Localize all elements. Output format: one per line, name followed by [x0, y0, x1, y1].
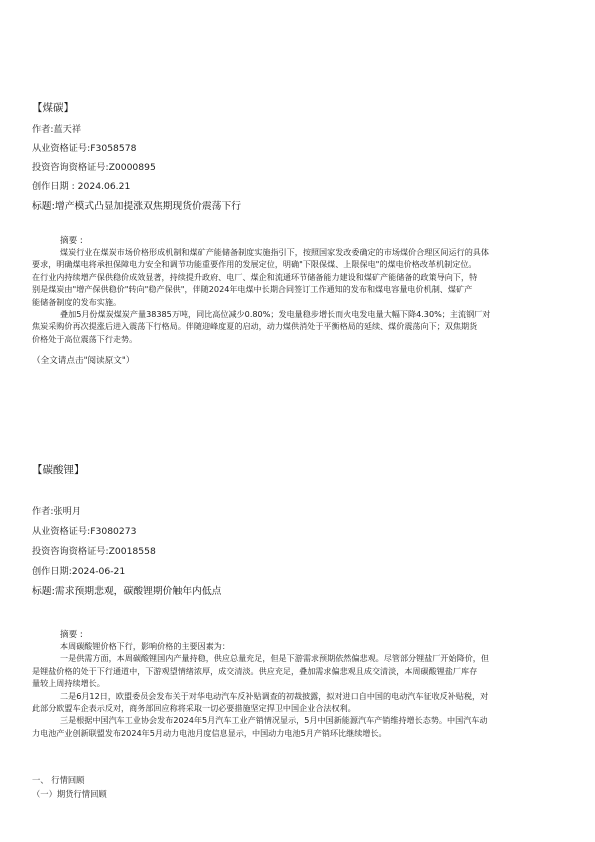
- lithium-section-title: 【碳酸锂】: [32, 464, 85, 476]
- lithium-author: 作者:张明月: [32, 506, 82, 517]
- futures-review-subheading: （一）期货行情回顾: [32, 789, 107, 799]
- lithium-practice-cert: 从业资格证号:F3080273: [32, 526, 137, 537]
- lithium-abstract-line: 此部分欧盟车企表示反对，商务部回应称将采取一切必要措施坚定捍卫中国企业合法权利。: [32, 703, 356, 714]
- coal-abstract-line: 在行业内持续增产保供稳价成效显著，持续提升政府、电厂、煤企和流通环节储备能力建设和煤矿产能储备的政策导向下，特: [32, 271, 478, 282]
- lithium-headline: 标题:需求预期悲观，碳酸锂期价触年内低点: [32, 586, 222, 597]
- lithium-abstract-line: 是锂盐价格的处于下行通道中，下游观望情绪浓厚，成交清淡。供应充足，叠加需求偏悲观且成交清淡，本周碳酸锂盐厂库存: [32, 665, 478, 676]
- coal-abstract-line: 能储备制度的发布实施。: [32, 296, 122, 307]
- coal-abstract-label: 摘要 :: [60, 236, 83, 246]
- lithium-abstract-line: 量较上周持续增长。: [32, 678, 105, 689]
- coal-abstract: [32, 246, 490, 345]
- coal-abstract-line: 煤炭行业在煤炭市场价格形成机制和煤矿产能储备制度实施指引下，按照国家发改委确定的市场煤价合理区间运行的具体: [60, 247, 489, 257]
- read-original-link[interactable]: （全文请点击"阅读原文"）: [32, 356, 135, 366]
- coal-section-title: 【煤碳】: [32, 102, 74, 114]
- lithium-created-date: 创作日期:2024-06-21: [32, 566, 126, 577]
- coal-abstract-line: 价格处于高位震荡下行走势。: [32, 333, 138, 344]
- lithium-abstract-line: 一是供需方面，本周碳酸锂国内产量持稳，供应总量充足，但是下游需求预期依然偏悲观。尽管部分锂盐厂开始降价，但: [60, 653, 489, 664]
- coal-practice-cert: 从业资格证号:F3058578: [32, 143, 137, 154]
- coal-abstract-line: 要求，明确煤电将承担保障电力安全和调节功能重要作用的发展定位，明确"下限保煤、上限保电"的煤电价格改革机制定位。: [32, 259, 477, 270]
- coal-created-date: 创作日期 : 2024.06.21: [32, 181, 131, 192]
- lithium-abstract-line: 二是6月12日，欧盟委员会发布关于对华电动汽车反补贴调查的初裁披露，拟对进口自中国的电动汽车征收反补贴税，对: [60, 690, 489, 701]
- lithium-abstract: [32, 640, 489, 739]
- lithium-abstract-label: 摘要 :: [60, 630, 83, 640]
- coal-headline: 标题:增产模式凸显加提涨双焦期现货价震荡下行: [32, 201, 242, 212]
- coal-abstract-line: 叠加5月份煤炭煤炭产量38385万吨，同比高位减少0.80%；发电量稳步增长而火电发电量大幅下降4.30%；主流钢厂对: [60, 309, 491, 320]
- lithium-abstract-line: 三是根据中国汽车工业协会发布2024年5月汽车工业产销情况显示，5月中国新能源汽车产销维持增长态势。中国汽车动: [60, 715, 488, 726]
- lithium-abstract-line: 力电池产业创新联盟发布2024年5月动力电池月度信息显示，中国动力电池5月产销环比继续增长。: [32, 727, 387, 738]
- market-review-heading: 一、 行情回顾: [32, 775, 85, 785]
- coal-abstract-line: 别是煤炭由"增产保供稳价"转向"稳产保供"，伴随2024年电煤中长期合同签订工作通知的发布和煤电容量电价机制、煤矿产: [32, 284, 473, 295]
- lithium-abstract-line: 本周碳酸锂价格下行，影响价格的主要因素为：: [60, 641, 230, 651]
- lithium-advisory-cert: 投资咨询资格证号:Z0018558: [32, 546, 156, 557]
- coal-advisory-cert: 投资咨询资格证号:Z0000895: [32, 162, 156, 173]
- coal-abstract-line: 焦炭采购价再次提涨后进入震荡下行格局。伴随迎峰度夏的启动，动力煤供消处于平衡格局的延续、煤价震荡向下；双焦期货: [32, 321, 478, 332]
- coal-author: 作者:蓝天祥: [32, 124, 82, 135]
